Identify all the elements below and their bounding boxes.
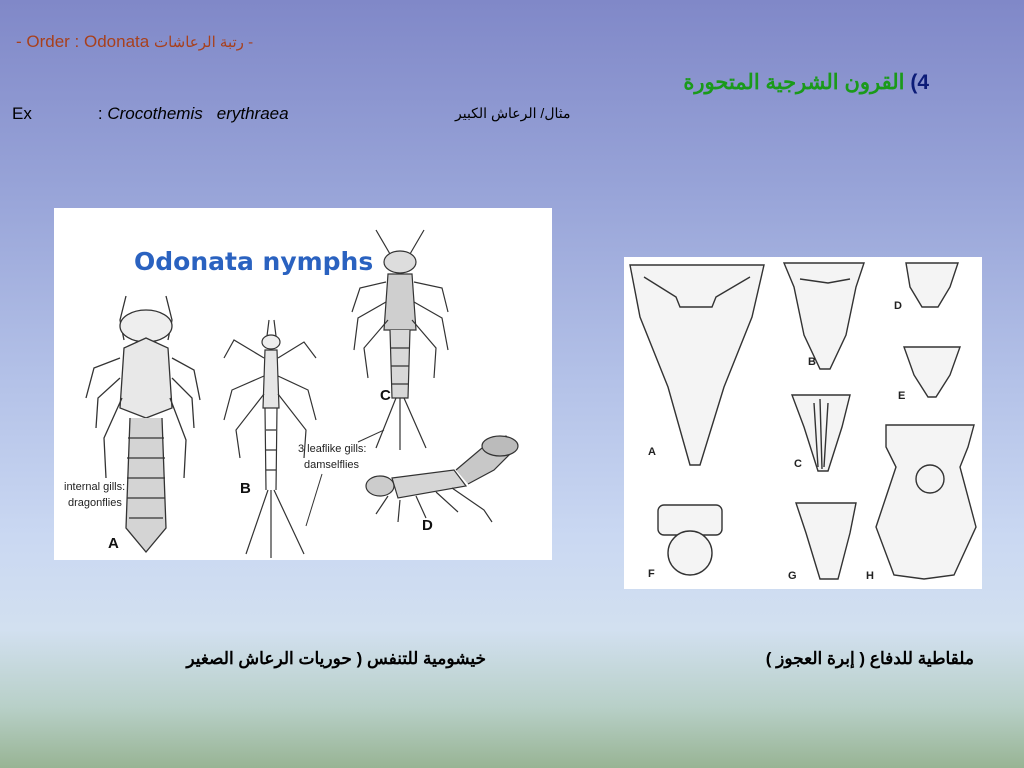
figure-title: Odonata nymphs <box>134 247 374 276</box>
example-genus: Crocothemis <box>107 104 203 123</box>
label-internal-gills: internal gills: <box>64 481 126 493</box>
appendage-letter-e: E <box>898 390 906 402</box>
label-leaflike-gills: 3 leaflike gills: <box>298 443 367 455</box>
appendage-e-drawing <box>904 347 960 397</box>
example-ex: Ex <box>12 104 32 123</box>
nymph-d-drawing <box>366 436 518 522</box>
appendage-letter-d: D <box>894 300 902 312</box>
section-heading <box>683 70 929 95</box>
example-species: erythraea <box>216 104 289 123</box>
heading-number: 4) <box>910 71 929 94</box>
order-line <box>16 32 253 52</box>
caption-left: خيشومية للتنفس ( حوريات الرعاش الصغير <box>186 649 486 668</box>
example-line <box>12 104 289 124</box>
appendage-letter-f: F <box>648 568 655 580</box>
appendage-letter-b: B <box>808 356 816 368</box>
nymph-letter-d: D <box>422 517 433 534</box>
label-dragonflies: dragonflies <box>68 497 122 509</box>
label-damselflies: damselflies <box>304 459 360 471</box>
caption-right: ملقاطية للدفاع ( إبرة العجوز ) <box>765 649 974 668</box>
appendages-drawing <box>624 257 982 589</box>
heading-text: القرون الشرجية المتحورة <box>683 71 905 94</box>
appendage-letter-c: C <box>794 458 802 470</box>
example-arabic: مثال/ الرعاش الكبير <box>455 105 571 121</box>
anal-appendages-figure <box>624 257 982 589</box>
appendage-h-drawing <box>876 425 976 579</box>
nymph-letter-a: A <box>108 535 119 552</box>
appendage-letter-a: A <box>648 446 656 458</box>
example-colon: : <box>97 104 103 123</box>
nymph-letter-c: C <box>380 387 391 404</box>
appendage-d-drawing <box>906 263 958 307</box>
pointer-line-c <box>358 430 384 442</box>
pointer-line-b <box>306 474 322 526</box>
appendage-g-drawing <box>796 503 856 579</box>
order-prefix: - Order : Odonata <box>16 32 150 51</box>
nymphs-drawing <box>54 208 552 560</box>
appendage-letter-g: G <box>788 570 797 582</box>
appendage-letter-h: H <box>866 570 874 582</box>
order-arabic: رتبة الرعاشات - <box>153 34 254 51</box>
nymph-letter-b: B <box>240 480 251 497</box>
nymph-a-drawing <box>86 296 200 552</box>
odonata-nymphs-figure <box>54 208 552 560</box>
appendage-b-drawing <box>784 263 864 369</box>
nymph-b-drawing <box>224 320 316 558</box>
appendage-a-drawing <box>630 265 764 465</box>
